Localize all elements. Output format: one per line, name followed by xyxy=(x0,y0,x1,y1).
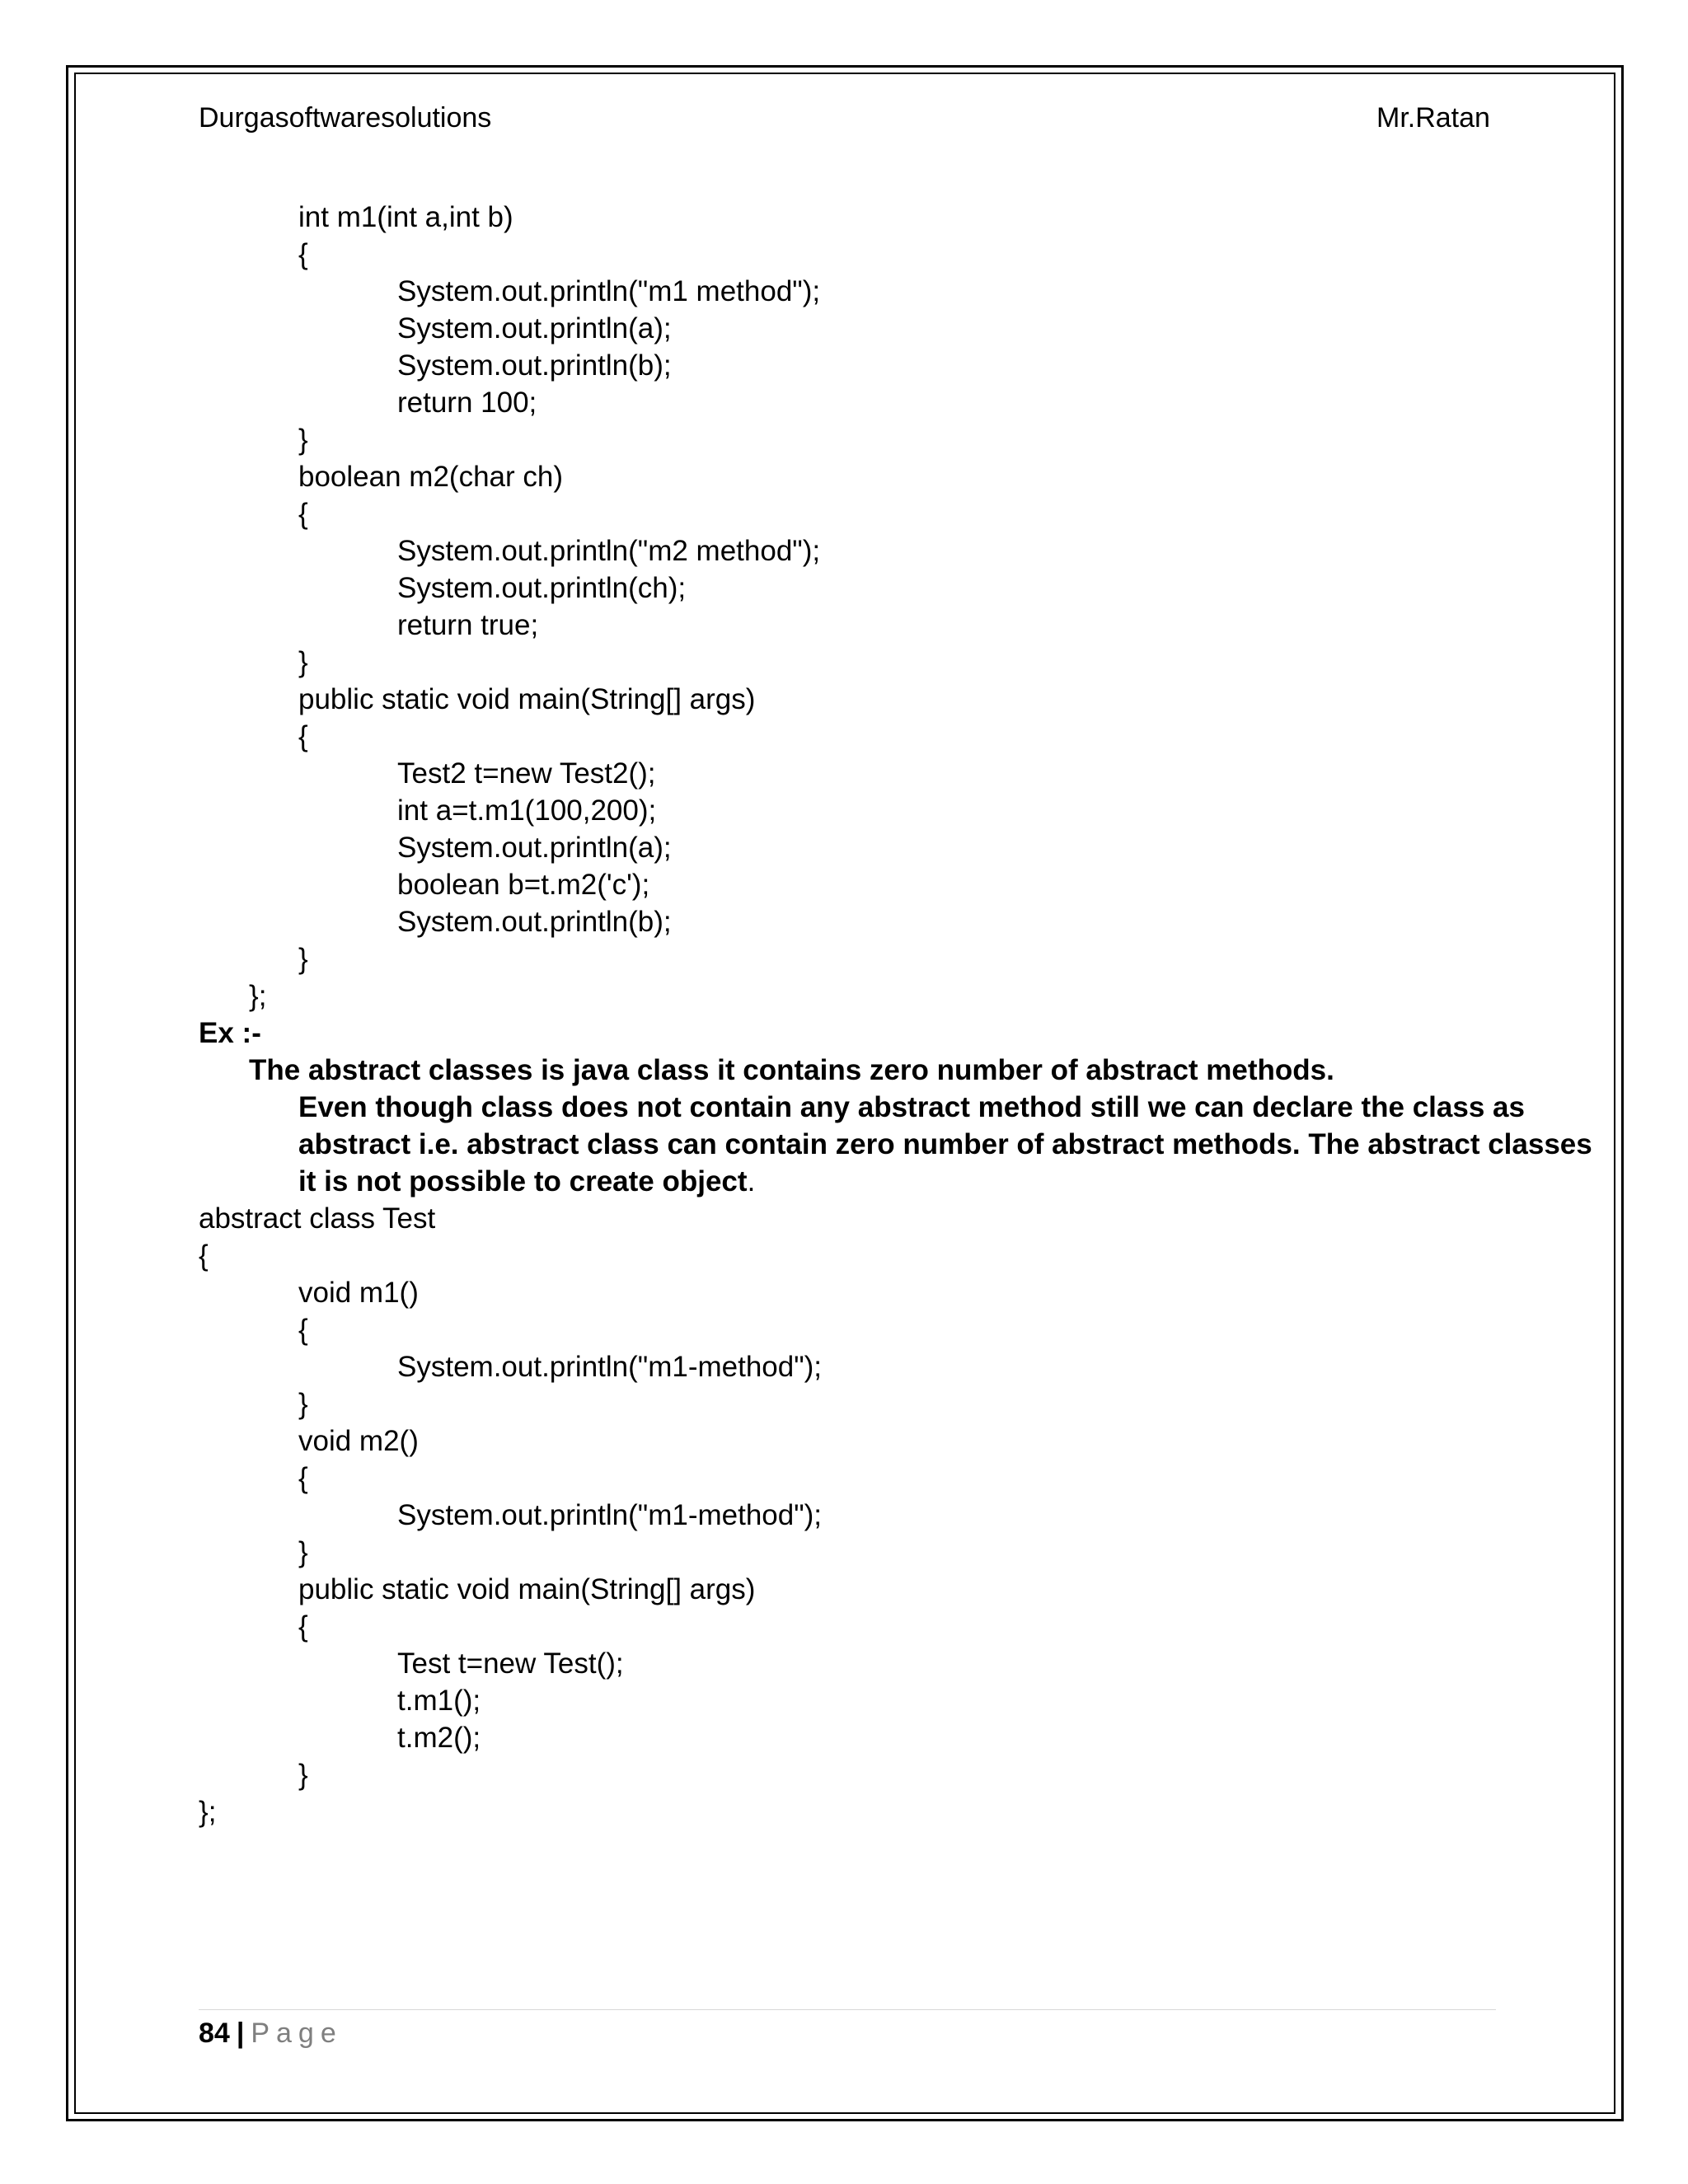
line-text: return 100; xyxy=(397,387,537,419)
header-company: Durgasoftwaresolutions xyxy=(199,102,492,134)
code-line xyxy=(199,792,1501,829)
code-line xyxy=(199,236,1501,273)
code-line xyxy=(199,1385,1501,1422)
line-text: Test2 t=new Test2(); xyxy=(397,757,656,790)
code-line xyxy=(199,681,1501,718)
line-text: System.out.println("m2 method"); xyxy=(397,535,821,567)
line-text: System.out.println("m1-method"); xyxy=(397,1351,823,1383)
line-text: } xyxy=(298,943,308,975)
explanation-line xyxy=(199,1163,1501,1200)
line-text: { xyxy=(298,1610,308,1643)
line-text: Test t=new Test(); xyxy=(397,1647,624,1680)
line-text: t.m2(); xyxy=(397,1722,481,1754)
line-text: } xyxy=(298,1536,308,1568)
code-line xyxy=(199,1756,1501,1793)
code-line xyxy=(199,644,1501,681)
line-text: t.m1(); xyxy=(397,1685,481,1717)
line-tail: . xyxy=(747,1165,756,1197)
line-text: }; xyxy=(199,1796,217,1828)
line-text: { xyxy=(199,1240,209,1272)
code-line xyxy=(199,903,1501,940)
line-text: System.out.println(ch); xyxy=(397,572,687,604)
code-line xyxy=(199,1645,1501,1682)
line-text: abstract class Test xyxy=(199,1202,436,1235)
line-text: void m1() xyxy=(298,1277,419,1309)
header-author: Mr.Ratan xyxy=(1376,102,1490,134)
code-line xyxy=(199,755,1501,792)
line-text: it is not possible to create object xyxy=(298,1165,748,1197)
code-line xyxy=(199,569,1501,607)
code-line xyxy=(199,384,1501,421)
code-line xyxy=(199,1422,1501,1460)
line-text: }; xyxy=(249,980,267,1012)
line-text: System.out.println(a); xyxy=(397,832,672,864)
code-line xyxy=(199,1534,1501,1571)
code-line xyxy=(199,1237,1501,1274)
code-line xyxy=(199,1311,1501,1348)
footer-separator: | xyxy=(236,2018,245,2049)
code-line xyxy=(199,273,1501,310)
code-line xyxy=(199,1682,1501,1719)
code-line xyxy=(199,347,1501,384)
line-text: abstract i.e. abstract class can contain zero number of abstract methods. The abstract classes xyxy=(298,1128,1592,1160)
code-line xyxy=(199,495,1501,532)
line-text: Ex :- xyxy=(199,1017,261,1049)
code-line xyxy=(199,977,1501,1015)
line-text: void m2() xyxy=(298,1425,419,1457)
line-text: { xyxy=(298,720,308,752)
line-text: Even though class does not contain any abstract method still we can declare the class as xyxy=(298,1091,1525,1123)
line-text: System.out.println(a); xyxy=(397,312,672,344)
line-text: } xyxy=(298,1388,308,1420)
code-line xyxy=(199,607,1501,644)
line-text: The abstract classes is java class it contains zero number of abstract methods. xyxy=(249,1054,1334,1086)
page-number: 84 xyxy=(199,2018,230,2049)
code-line xyxy=(199,1274,1501,1311)
footer-divider xyxy=(199,2009,1496,2010)
line-text: public static void main(String[] args) xyxy=(298,1573,756,1605)
line-text: System.out.println("m1 method"); xyxy=(397,275,821,307)
line-text: { xyxy=(298,1314,308,1346)
line-text: boolean b=t.m2('c'); xyxy=(397,869,650,901)
line-text: int m1(int a,int b) xyxy=(298,201,513,233)
code-line xyxy=(199,1497,1501,1534)
document-body xyxy=(199,199,1592,1830)
code-line xyxy=(199,940,1501,977)
code-line xyxy=(199,1719,1501,1756)
line-text: int a=t.m1(100,200); xyxy=(397,794,657,827)
explanation-line xyxy=(199,1015,1501,1052)
line-text: System.out.println("m1-method"); xyxy=(397,1499,823,1531)
line-text: { xyxy=(298,238,308,270)
line-text: return true; xyxy=(397,609,539,641)
code-line xyxy=(199,1608,1501,1645)
code-line xyxy=(199,866,1501,903)
line-text: System.out.println(b); xyxy=(397,906,672,938)
code-line xyxy=(199,1348,1501,1385)
line-text: } xyxy=(298,646,308,678)
line-text: } xyxy=(298,424,308,456)
code-line xyxy=(199,829,1501,866)
code-line xyxy=(199,199,1501,236)
page-label: Page xyxy=(251,2018,343,2049)
explanation-line xyxy=(199,1052,1501,1089)
line-text: { xyxy=(298,498,308,530)
code-line xyxy=(199,1200,1501,1237)
code-line xyxy=(199,532,1501,569)
explanation-line xyxy=(199,1126,1592,1163)
code-line xyxy=(199,421,1501,458)
code-line xyxy=(199,310,1501,347)
line-text: } xyxy=(298,1759,308,1791)
line-text: System.out.println(b); xyxy=(397,349,672,382)
page-footer xyxy=(199,2016,343,2050)
line-text: { xyxy=(298,1462,308,1494)
line-text: public static void main(String[] args) xyxy=(298,683,756,715)
code-line xyxy=(199,1571,1501,1608)
code-line xyxy=(199,458,1501,495)
code-line xyxy=(199,1460,1501,1497)
explanation-line xyxy=(199,1089,1525,1126)
code-line xyxy=(199,718,1501,755)
line-text: boolean m2(char ch) xyxy=(298,461,563,493)
code-line xyxy=(199,1793,1501,1830)
